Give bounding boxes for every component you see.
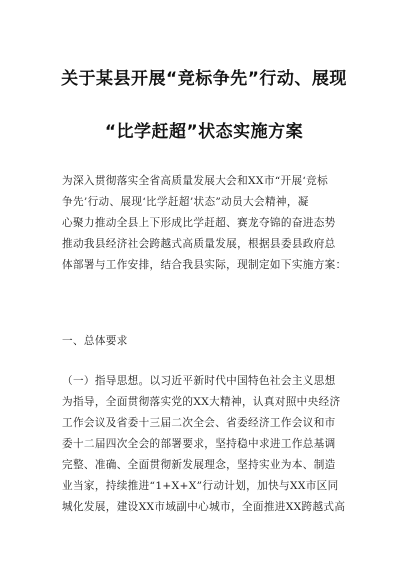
- intro-line: 心聚力推动全县上下形成比学赶超、赛龙夺锦的奋进态势: [62, 217, 336, 229]
- section-heading-text: 一、总体要求: [62, 335, 128, 347]
- guideline-line: （一）指导思想。以习近平新时代中国特色社会主义思想: [62, 375, 336, 387]
- intro-line: 推动我县经济社会跨越式高质量发展，根据县委县政府总: [62, 238, 336, 250]
- document-title-line-1: 关于某县开展“竞标争先”行动、展现: [61, 69, 347, 89]
- intro-paragraph: [62, 171, 358, 276]
- guideline-line: 完整、准确、全面贯彻新发展理念，坚持实业为本、制造: [62, 459, 336, 471]
- guideline-line: 为指导，全面贯彻落实党的XX大精神，认真对照中央经济: [62, 396, 341, 408]
- guideline-line: 委十二届四次全会的部署要求，坚持稳中求进工作总基调: [62, 438, 336, 450]
- section-heading-overall-requirements: [62, 331, 358, 352]
- guideline-line: 业当家，持续推进“1+X+X”行动计划，加快与XX市区同: [62, 480, 339, 492]
- intro-line: 争先’行动、展现‘比学赶超’状态”动员大会精神，凝: [62, 196, 309, 208]
- intro-line: 为深入贯彻落实全省高质量发展大会和XX市“开展‘竞标: [62, 175, 329, 187]
- guideline-line: 城化发展，建设XX市域副中心城市，全面推进XX跨越式高: [62, 501, 346, 513]
- intro-line: 体部署与工作安排，结合我县实际，现制定如下实施方案：: [62, 259, 347, 271]
- guiding-ideology-paragraph: [62, 371, 358, 518]
- document-title-line-2: “比学赶超”状态实施方案: [104, 122, 304, 142]
- guideline-line: 工作会议及省委十三届二次全会、省委经济工作会议和市: [62, 417, 336, 429]
